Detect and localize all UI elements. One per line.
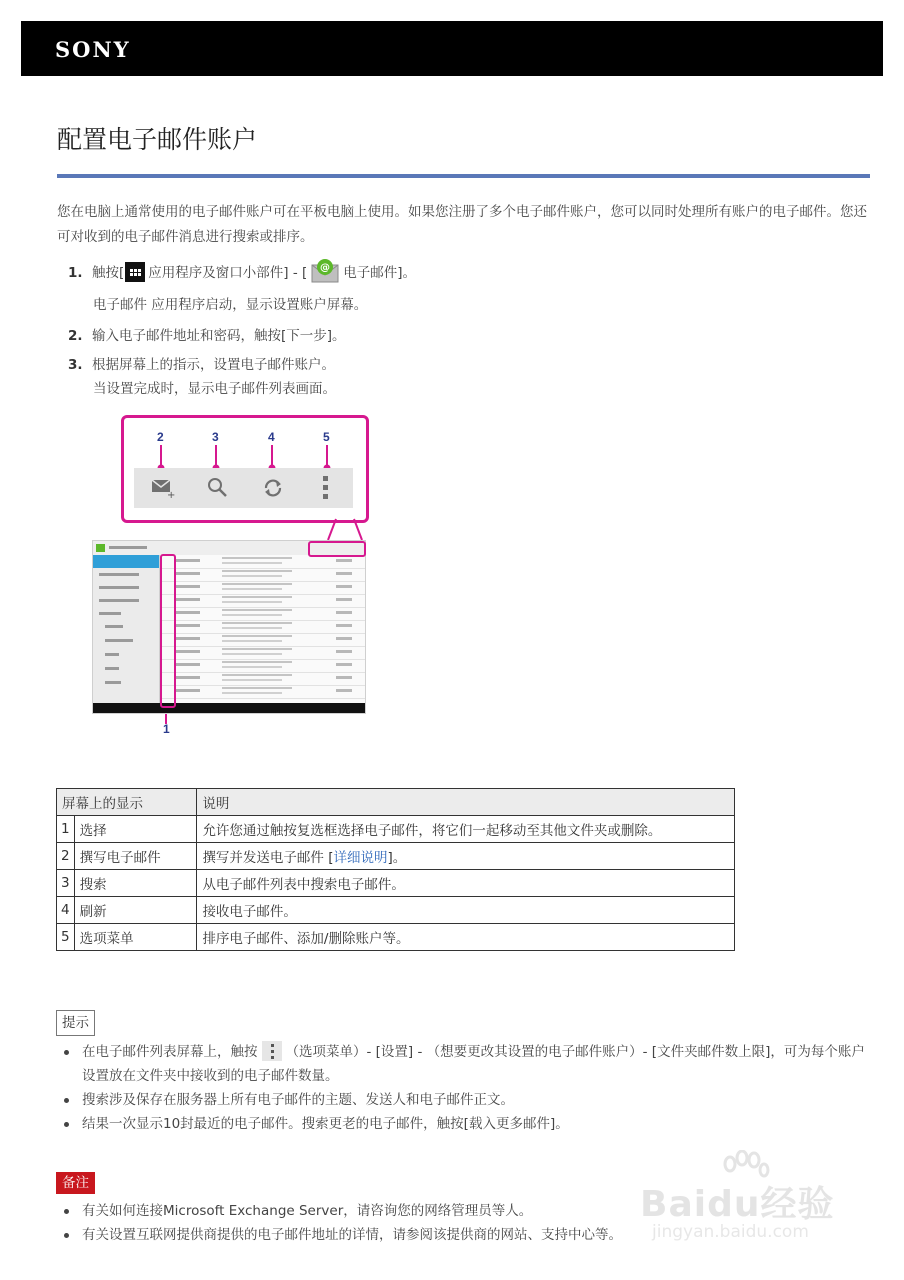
toolbar-highlight	[308, 541, 366, 557]
list-item	[160, 568, 365, 582]
list-item	[160, 685, 365, 699]
watermark-url: jingyan.baidu.com	[652, 1222, 809, 1242]
header-display: 屏幕上的显示	[57, 789, 197, 816]
details-link[interactable]: 详细说明	[333, 850, 388, 866]
screen-elements-table	[56, 788, 735, 951]
step-3: 3. 根据屏幕上的指示，设置电子邮件账户。	[68, 357, 335, 373]
table-row: 2 撰写电子邮件 撰写并发送电子邮件 [详细说明]。	[57, 843, 735, 870]
hint-list	[62, 1040, 867, 1136]
watermark-brand: Baidu经验	[640, 1184, 835, 1225]
email-list-figure	[92, 412, 382, 742]
hint-item: 在电子邮件列表屏幕上，触按 （选项菜单）- [设置] - （想要更改其设置的电子邮件账户）- [文件夹邮件数上限]，可为每个账户设置放在文件夹中接收到的电子邮件数量。	[62, 1040, 867, 1088]
callout-2: 2	[157, 430, 164, 444]
title-divider	[57, 174, 870, 178]
step-3-detail: 当设置完成时，显示电子邮件列表画面。	[93, 381, 336, 397]
intro-paragraph: 您在电脑上通常使用的电子邮件账户可在平板电脑上使用。如果您注册了多个电子邮件账户，您可以同时处理所有账户的电子邮件。您还可对收到的电子邮件消息进行搜索或排序。	[57, 204, 867, 245]
baidu-watermark	[640, 1150, 870, 1250]
list-item	[160, 607, 365, 621]
list-item	[160, 646, 365, 660]
table-header-row	[57, 789, 735, 816]
email-app-icon	[310, 258, 340, 284]
header-bar	[21, 21, 883, 76]
tablet-message-list	[160, 555, 365, 703]
step-1-detail: 电子邮件 应用程序启动，显示设置账户屏幕。	[93, 297, 368, 313]
list-item	[160, 633, 365, 647]
table-row: 5 选项菜单 排序电子邮件、添加/删除账户等。	[57, 924, 735, 951]
list-item	[160, 581, 365, 595]
callout-1: 1	[163, 722, 170, 736]
table-row: 4 刷新 接收电子邮件。	[57, 897, 735, 924]
note-label: 备注	[56, 1172, 95, 1194]
callout-4: 4	[268, 430, 275, 444]
note-item: 有关设置互联网提供商提供的电子邮件地址的详情，请参阅该提供商的网站、支持中心等。	[62, 1223, 867, 1247]
hint-item: 搜索涉及保存在服务器上所有电子邮件的主题、发送人和电子邮件正文。	[62, 1088, 867, 1112]
hint-label: 提示	[56, 1010, 95, 1036]
table-row: 1 选择 允许您通过触按复选框选择电子邮件，将它们一起移动至其他文件夹或删除。	[57, 816, 735, 843]
sony-logo: SONY	[55, 37, 131, 62]
list-item	[160, 659, 365, 673]
apps-grid-icon	[125, 262, 145, 282]
callout-3: 3	[212, 430, 219, 444]
step-2: 2. 输入电子邮件地址和密码，触按[下一步]。	[68, 328, 346, 344]
tablet-nav-bar	[93, 703, 365, 713]
page-title: 配置电子邮件账户	[57, 125, 258, 154]
table-row: 3 搜索 从电子邮件列表中搜索电子邮件。	[57, 870, 735, 897]
list-item	[160, 620, 365, 634]
options-menu-icon	[262, 1041, 282, 1061]
tablet-folder-sidebar	[93, 555, 160, 703]
email-app-icon-small	[96, 543, 106, 553]
callout-5: 5	[323, 430, 330, 444]
checkbox-column-highlight	[160, 554, 176, 708]
list-item	[160, 594, 365, 608]
svg-text:+: +	[167, 490, 175, 499]
header-description: 说明	[197, 789, 735, 816]
step-1: 1. 触按[ 应用程序及窗口小部件] - [ @ 电子邮件]。	[68, 258, 416, 284]
svg-text:@: @	[320, 262, 331, 274]
note-item: 有关如何连接Microsoft Exchange Server，请咨询您的网络管理员等人。	[62, 1199, 867, 1223]
hint-item: 结果一次显示10封最近的电子邮件。搜索更老的电子邮件，触按[载入更多邮件]。	[62, 1112, 867, 1136]
tablet-screen	[92, 540, 366, 714]
list-item	[160, 672, 365, 686]
list-item	[160, 555, 365, 569]
